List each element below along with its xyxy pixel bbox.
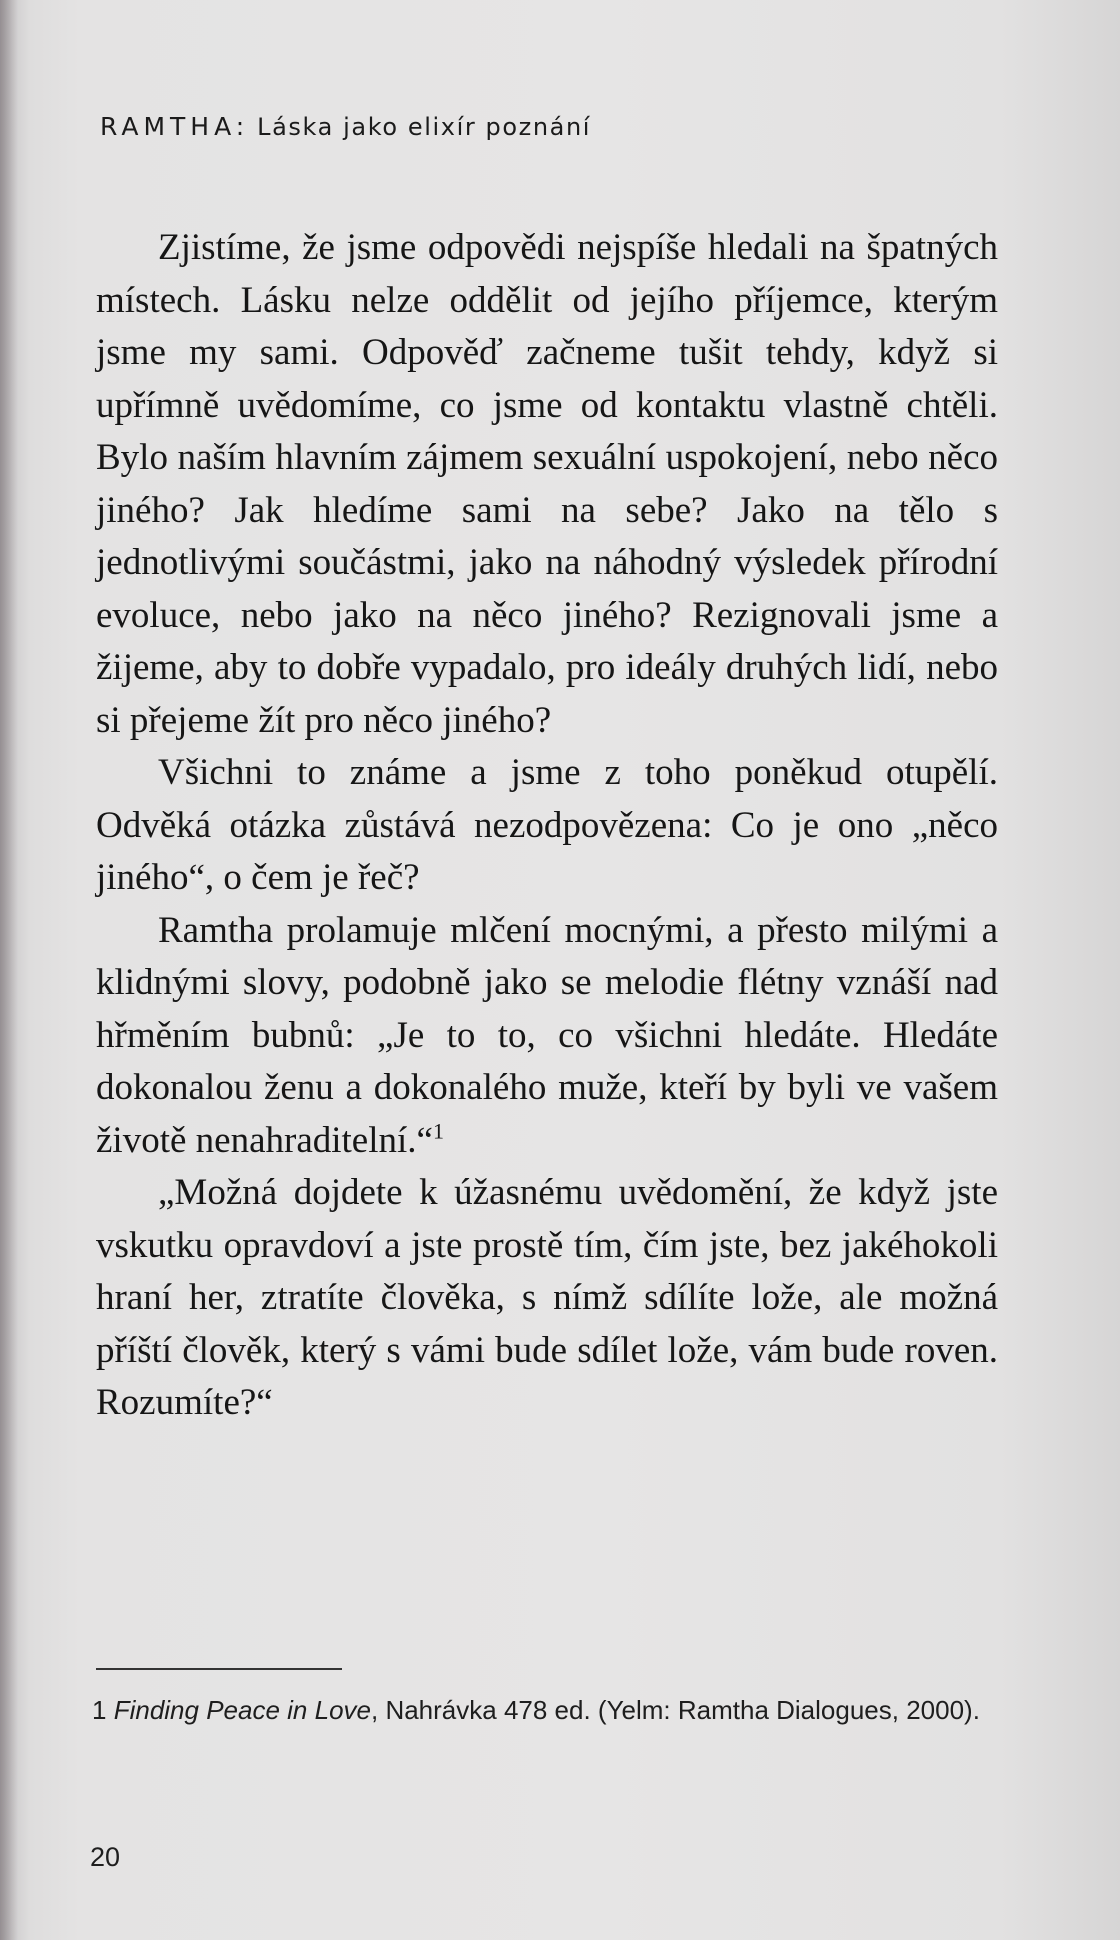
paragraph-4-text: „Možná dojdete k úžasnému uvědomění, že když jste vskutku opravdoví a jste prostě tím, čím jste, bez jakéhokoli hraní her, ztratíte člověka, s nímž sdílíte lože, ale možná příští člověk, který s vámi bude sdílet lože, vám bude roven. Rozumíte?“	[96, 1172, 998, 1423]
paragraph-2	[96, 747, 998, 905]
paragraph-2-text: Všichni to známe a jsme z toho poněkud otupělí. Odvěká otázka zůstává nezodpovězena: Co je ono „něco jiného“, o čem je řeč?	[96, 752, 998, 898]
running-head-title: RAMTHA:	[100, 112, 250, 141]
paragraph-4	[96, 1167, 998, 1430]
footnote	[92, 1692, 1012, 1728]
running-head	[100, 112, 591, 141]
running-head-subtitle: Láska jako elixír poznání	[257, 113, 592, 141]
footnote-number: 1	[92, 1695, 107, 1725]
footnote-separator	[96, 1668, 342, 1670]
paragraph-3	[96, 905, 998, 1168]
paragraph-1	[96, 222, 998, 747]
page-gutter-shadow	[0, 0, 18, 1940]
footnote-rest: , Nahrávka 478 ed. (Yelm: Ramtha Dialogues, 2000).	[371, 1695, 980, 1725]
paragraph-3-text: Ramtha prolamuje mlčení mocnými, a přesto milými a klidnými slovy, podobně jako se melodie flétny vznáší nad hřměním bubnů: „Je to to, co všichni hledáte. Hledáte dokonalou ženu a dokonalého muže, kteří by byli ve vašem životě nenahraditelní.“	[96, 909, 998, 1161]
footnote-title: Finding Peace in Love	[113, 1695, 371, 1725]
page-number: 20	[90, 1842, 121, 1872]
body-text	[96, 222, 998, 1430]
paragraph-1-text: Zjistíme, že jsme odpovědi nejspíše hledali na špatných místech. Lásku nelze oddělit od jejího příjemce, kterým jsme my sami. Odpověď začneme tušit tehdy, když si upřímně uvědomíme, co jsme od kontaktu vlastně chtěli. Bylo naším hlavním zájmem sexuální uspokojení, nebo něco jiného? Jak hledíme sami na sebe? Jako na tělo s jednotlivými součástmi, jako na náhodný výsledek přírodní evoluce, nebo jako na něco jiného? Rezignovali jsme a žijeme, aby to dobře vypadalo, pro ideály druhých lidí, nebo si přejeme žít pro něco jiného?	[96, 227, 998, 741]
footnote-reference: 1	[432, 1118, 444, 1144]
